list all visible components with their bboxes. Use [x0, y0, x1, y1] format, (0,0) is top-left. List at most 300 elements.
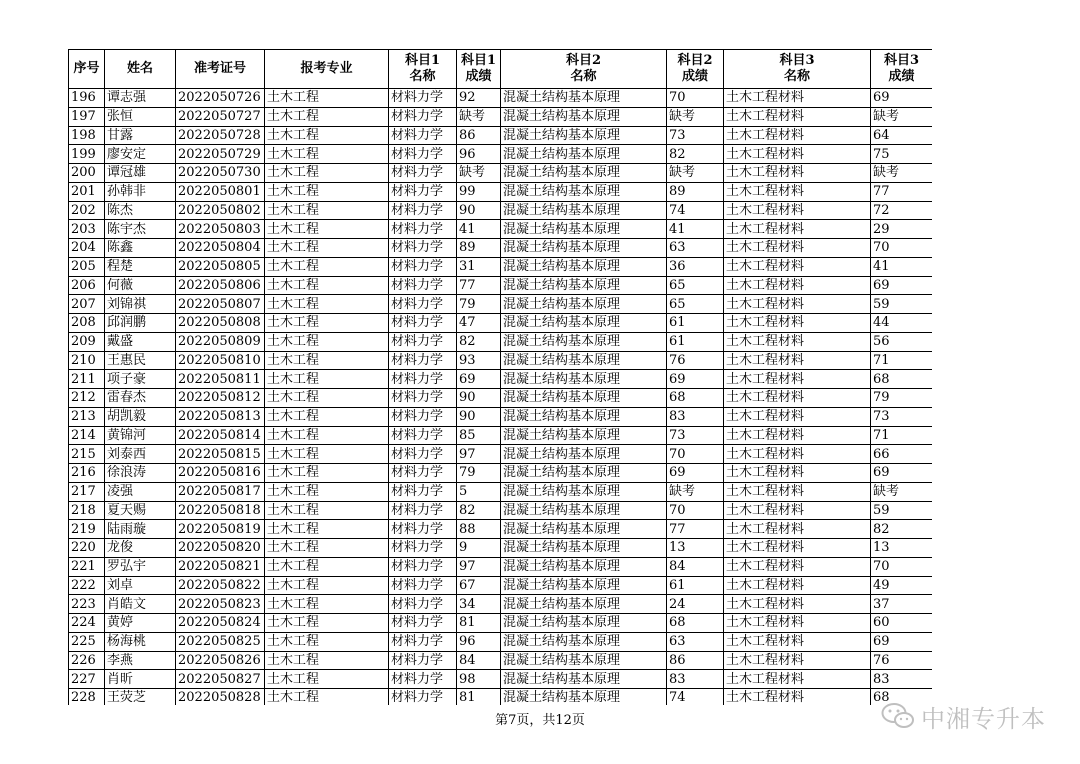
cell-subject3-name: 土木工程材料: [724, 370, 871, 389]
cell-subject1-name: 材料力学: [389, 201, 457, 220]
cell-subject2-score: 89: [667, 182, 724, 201]
cell-subject1-name: 材料力学: [389, 239, 457, 258]
table-row: [69, 576, 933, 595]
cell-major: 土木工程: [265, 164, 389, 183]
cell-subject2-score: 82: [667, 145, 724, 164]
table-row: [69, 595, 933, 614]
cell-subject1-name: 材料力学: [389, 501, 457, 520]
header-text: 姓名: [126, 61, 153, 76]
cell-name: 龙俊: [105, 539, 176, 558]
cell-exam-id: 2022050812: [176, 389, 265, 408]
cell-subject1-score: 86: [457, 126, 501, 145]
cell-subject3-name: 土木工程材料: [724, 595, 871, 614]
header-subject1-name: [389, 50, 457, 89]
cell-exam-id: 2022050821: [176, 557, 265, 576]
cell-subject3-name: 土木工程材料: [724, 520, 871, 539]
cell-subject3-score: 64: [871, 126, 933, 145]
cell-subject1-score: 41: [457, 220, 501, 239]
table-row: [69, 107, 933, 126]
cell-subject1-name: 材料力学: [389, 126, 457, 145]
watermark: [881, 696, 1046, 736]
cell-major: 土木工程: [265, 576, 389, 595]
header-text: 科目2: [565, 53, 602, 68]
cell-subject1-score: 97: [457, 557, 501, 576]
cell-major: 土木工程: [265, 482, 389, 501]
cell-subject3-name: 土木工程材料: [724, 651, 871, 670]
cell-name: 项子豪: [105, 370, 176, 389]
cell-subject3-name: 土木工程材料: [724, 239, 871, 258]
cell-subject1-name: 材料力学: [389, 332, 457, 351]
cell-subject2-name: 混凝土结构基本原理: [501, 107, 667, 126]
cell-subject2-score: 41: [667, 220, 724, 239]
header-text: 名称: [409, 69, 436, 84]
cell-seq: 227: [69, 670, 105, 689]
cell-subject2-name: 混凝土结构基本原理: [501, 201, 667, 220]
cell-name: 戴盛: [105, 332, 176, 351]
cell-major: 土木工程: [265, 539, 389, 558]
cell-subject3-score: 68: [871, 689, 933, 706]
cell-subject3-score: 79: [871, 389, 933, 408]
cell-seq: 202: [69, 201, 105, 220]
cell-subject1-score: 5: [457, 482, 501, 501]
cell-name: 张恒: [105, 107, 176, 126]
cell-seq: 205: [69, 257, 105, 276]
cell-subject3-score: 41: [871, 257, 933, 276]
cell-subject1-name: 材料力学: [389, 614, 457, 633]
cell-seq: 213: [69, 407, 105, 426]
cell-name: 陈杰: [105, 201, 176, 220]
cell-subject3-score: 77: [871, 182, 933, 201]
cell-subject3-score: 13: [871, 539, 933, 558]
cell-subject2-score: 68: [667, 614, 724, 633]
cell-subject3-score: 75: [871, 145, 933, 164]
cell-subject1-name: 材料力学: [389, 107, 457, 126]
cell-subject2-score: 73: [667, 426, 724, 445]
header-text: 名称: [570, 69, 597, 84]
cell-subject2-name: 混凝土结构基本原理: [501, 445, 667, 464]
cell-exam-id: 2022050728: [176, 126, 265, 145]
cell-subject3-score: 49: [871, 576, 933, 595]
cell-subject2-name: 混凝土结构基本原理: [501, 464, 667, 483]
cell-subject1-score: 90: [457, 201, 501, 220]
cell-seq: 199: [69, 145, 105, 164]
cell-subject3-name: 土木工程材料: [724, 201, 871, 220]
cell-subject1-name: 材料力学: [389, 164, 457, 183]
cell-subject3-score: 76: [871, 651, 933, 670]
cell-seq: 220: [69, 539, 105, 558]
cell-name: 陈鑫: [105, 239, 176, 258]
cell-seq: 222: [69, 576, 105, 595]
cell-exam-id: 2022050819: [176, 520, 265, 539]
cell-name: 王荧芝: [105, 689, 176, 706]
cell-subject1-name: 材料力学: [389, 576, 457, 595]
score-table-sheet: [68, 49, 932, 705]
cell-exam-id: 2022050828: [176, 689, 265, 706]
cell-major: 土木工程: [265, 257, 389, 276]
cell-subject2-name: 混凝土结构基本原理: [501, 239, 667, 258]
cell-name: 陆雨璇: [105, 520, 176, 539]
cell-exam-id: 2022050808: [176, 314, 265, 333]
header-subject2-score: [667, 50, 724, 89]
cell-subject3-name: 土木工程材料: [724, 182, 871, 201]
cell-major: 土木工程: [265, 332, 389, 351]
cell-subject3-name: 土木工程材料: [724, 614, 871, 633]
score-table: [68, 49, 932, 705]
cell-seq: 216: [69, 464, 105, 483]
cell-subject2-score: 69: [667, 370, 724, 389]
cell-seq: 224: [69, 614, 105, 633]
cell-subject1-name: 材料力学: [389, 407, 457, 426]
cell-exam-id: 2022050815: [176, 445, 265, 464]
cell-subject2-name: 混凝土结构基本原理: [501, 89, 667, 108]
cell-subject3-name: 土木工程材料: [724, 145, 871, 164]
cell-subject2-score: 70: [667, 445, 724, 464]
table-row: [69, 632, 933, 651]
cell-subject2-score: 63: [667, 239, 724, 258]
cell-subject3-name: 土木工程材料: [724, 557, 871, 576]
cell-major: 土木工程: [265, 314, 389, 333]
table-row: [69, 239, 933, 258]
header-text: 科目3: [779, 53, 815, 68]
cell-subject2-score: 65: [667, 276, 724, 295]
cell-subject1-score: 77: [457, 276, 501, 295]
cell-name: 徐浪涛: [105, 464, 176, 483]
table-row: [69, 482, 933, 501]
table-row: [69, 670, 933, 689]
cell-subject1-name: 材料力学: [389, 689, 457, 706]
cell-subject1-score: 89: [457, 239, 501, 258]
cell-subject1-score: 82: [457, 501, 501, 520]
cell-subject2-name: 混凝土结构基本原理: [501, 276, 667, 295]
cell-subject1-name: 材料力学: [389, 426, 457, 445]
cell-subject1-score: 34: [457, 595, 501, 614]
cell-subject1-name: 材料力学: [389, 595, 457, 614]
table-row: [69, 426, 933, 445]
cell-exam-id: 2022050801: [176, 182, 265, 201]
cell-subject3-name: 土木工程材料: [724, 164, 871, 183]
table-row: [69, 145, 933, 164]
cell-subject1-name: 材料力学: [389, 257, 457, 276]
cell-name: 孙韩非: [105, 182, 176, 201]
cell-subject1-name: 材料力学: [389, 651, 457, 670]
cell-subject3-name: 土木工程材料: [724, 464, 871, 483]
cell-seq: 206: [69, 276, 105, 295]
cell-subject2-score: 86: [667, 651, 724, 670]
cell-subject2-score: 70: [667, 501, 724, 520]
cell-major: 土木工程: [265, 595, 389, 614]
cell-subject2-name: 混凝土结构基本原理: [501, 520, 667, 539]
cell-seq: 221: [69, 557, 105, 576]
cell-subject1-name: 材料力学: [389, 276, 457, 295]
cell-subject3-name: 土木工程材料: [724, 426, 871, 445]
cell-subject3-name: 土木工程材料: [724, 351, 871, 370]
cell-major: 土木工程: [265, 689, 389, 706]
cell-subject2-score: 68: [667, 389, 724, 408]
header-text: 成绩: [888, 69, 915, 84]
cell-subject3-score: 71: [871, 351, 933, 370]
cell-name: 黄锦河: [105, 426, 176, 445]
cell-subject1-name: 材料力学: [389, 89, 457, 108]
cell-subject3-score: 44: [871, 314, 933, 333]
cell-seq: 228: [69, 689, 105, 706]
cell-subject1-score: 92: [457, 89, 501, 108]
cell-seq: 209: [69, 332, 105, 351]
table-row: [69, 276, 933, 295]
cell-major: 土木工程: [265, 351, 389, 370]
table-row: [69, 445, 933, 464]
cell-name: 谭志强: [105, 89, 176, 108]
cell-major: 土木工程: [265, 501, 389, 520]
table-row: [69, 257, 933, 276]
cell-major: 土木工程: [265, 614, 389, 633]
cell-subject3-name: 土木工程材料: [724, 632, 871, 651]
cell-major: 土木工程: [265, 201, 389, 220]
cell-subject2-name: 混凝土结构基本原理: [501, 539, 667, 558]
cell-seq: 196: [69, 89, 105, 108]
cell-subject2-name: 混凝土结构基本原理: [501, 482, 667, 501]
cell-subject1-score: 97: [457, 445, 501, 464]
table-row: [69, 351, 933, 370]
table-header-row: [69, 50, 933, 89]
header-seq: [69, 50, 105, 89]
cell-subject1-score: 缺考: [457, 164, 501, 183]
cell-name: 刘卓: [105, 576, 176, 595]
header-text: 序号: [73, 61, 100, 76]
cell-exam-id: 2022050822: [176, 576, 265, 595]
header-text: 科目2: [677, 53, 713, 68]
cell-name: 王惠民: [105, 351, 176, 370]
cell-exam-id: 2022050824: [176, 614, 265, 633]
cell-subject2-score: 83: [667, 670, 724, 689]
cell-subject2-name: 混凝土结构基本原理: [501, 145, 667, 164]
cell-major: 土木工程: [265, 276, 389, 295]
cell-subject2-score: 36: [667, 257, 724, 276]
cell-subject2-score: 74: [667, 201, 724, 220]
cell-subject2-name: 混凝土结构基本原理: [501, 257, 667, 276]
cell-seq: 200: [69, 164, 105, 183]
cell-exam-id: 2022050823: [176, 595, 265, 614]
table-row: [69, 126, 933, 145]
cell-name: 雷春杰: [105, 389, 176, 408]
cell-subject1-score: 99: [457, 182, 501, 201]
cell-exam-id: 2022050818: [176, 501, 265, 520]
cell-subject3-name: 土木工程材料: [724, 389, 871, 408]
cell-subject3-score: 69: [871, 276, 933, 295]
cell-subject2-name: 混凝土结构基本原理: [501, 370, 667, 389]
cell-subject2-score: 76: [667, 351, 724, 370]
cell-subject2-score: 61: [667, 332, 724, 351]
header-text: 准考证号: [193, 61, 246, 76]
cell-subject1-score: 90: [457, 389, 501, 408]
header-major: [265, 50, 389, 89]
cell-subject3-name: 土木工程材料: [724, 276, 871, 295]
cell-exam-id: 2022050817: [176, 482, 265, 501]
cell-subject3-score: 缺考: [871, 164, 933, 183]
cell-subject3-name: 土木工程材料: [724, 257, 871, 276]
cell-exam-id: 2022050729: [176, 145, 265, 164]
header-text: 成绩: [465, 69, 492, 84]
cell-name: 杨海桃: [105, 632, 176, 651]
cell-subject2-score: 74: [667, 689, 724, 706]
header-exam-id: [176, 50, 265, 89]
cell-exam-id: 2022050826: [176, 651, 265, 670]
cell-exam-id: 2022050807: [176, 295, 265, 314]
table-row: [69, 295, 933, 314]
table-row: [69, 220, 933, 239]
cell-subject3-score: 59: [871, 501, 933, 520]
cell-subject1-name: 材料力学: [389, 314, 457, 333]
table-row: [69, 389, 933, 408]
header-text: 成绩: [681, 69, 708, 84]
table-row: [69, 201, 933, 220]
cell-subject2-score: 61: [667, 576, 724, 595]
cell-exam-id: 2022050810: [176, 351, 265, 370]
cell-subject2-name: 混凝土结构基本原理: [501, 576, 667, 595]
header-text: 报考专业: [300, 61, 353, 76]
cell-name: 李燕: [105, 651, 176, 670]
cell-seq: 198: [69, 126, 105, 145]
cell-subject2-name: 混凝土结构基本原理: [501, 689, 667, 706]
cell-subject3-name: 土木工程材料: [724, 445, 871, 464]
cell-major: 土木工程: [265, 464, 389, 483]
cell-subject3-score: 60: [871, 614, 933, 633]
cell-exam-id: 2022050825: [176, 632, 265, 651]
table-row: [69, 314, 933, 333]
cell-seq: 204: [69, 239, 105, 258]
cell-name: 凌强: [105, 482, 176, 501]
cell-seq: 218: [69, 501, 105, 520]
cell-seq: 212: [69, 389, 105, 408]
header-text: 名称: [783, 69, 810, 84]
cell-subject1-name: 材料力学: [389, 220, 457, 239]
cell-subject2-name: 混凝土结构基本原理: [501, 332, 667, 351]
table-row: [69, 407, 933, 426]
table-row: [69, 89, 933, 108]
cell-subject3-score: 68: [871, 370, 933, 389]
cell-subject1-score: 81: [457, 689, 501, 706]
cell-subject2-score: 83: [667, 407, 724, 426]
cell-subject1-name: 材料力学: [389, 520, 457, 539]
cell-subject2-score: 缺考: [667, 164, 724, 183]
cell-subject3-name: 土木工程材料: [724, 407, 871, 426]
cell-subject2-name: 混凝土结构基本原理: [501, 614, 667, 633]
cell-subject2-name: 混凝土结构基本原理: [501, 426, 667, 445]
cell-subject1-name: 材料力学: [389, 464, 457, 483]
table-row: [69, 370, 933, 389]
cell-exam-id: 2022050811: [176, 370, 265, 389]
cell-subject2-score: 24: [667, 595, 724, 614]
cell-subject3-name: 土木工程材料: [724, 107, 871, 126]
wechat-logo-icon: [881, 702, 915, 730]
cell-name: 肖皓文: [105, 595, 176, 614]
cell-name: 黄婷: [105, 614, 176, 633]
cell-major: 土木工程: [265, 557, 389, 576]
cell-major: 土木工程: [265, 520, 389, 539]
cell-name: 肖昕: [105, 670, 176, 689]
cell-subject3-name: 土木工程材料: [724, 314, 871, 333]
cell-subject2-name: 混凝土结构基本原理: [501, 182, 667, 201]
table-row: [69, 520, 933, 539]
table-row: [69, 332, 933, 351]
cell-name: 刘锦祺: [105, 295, 176, 314]
cell-subject1-name: 材料力学: [389, 632, 457, 651]
cell-name: 陈宇杰: [105, 220, 176, 239]
cell-subject3-name: 土木工程材料: [724, 576, 871, 595]
cell-name: 廖安定: [105, 145, 176, 164]
cell-subject3-name: 土木工程材料: [724, 482, 871, 501]
cell-major: 土木工程: [265, 651, 389, 670]
header-subject1-score: [457, 50, 501, 89]
cell-major: 土木工程: [265, 670, 389, 689]
cell-major: 土木工程: [265, 239, 389, 258]
table-row: [69, 501, 933, 520]
cell-subject3-name: 土木工程材料: [724, 501, 871, 520]
cell-subject3-score: 29: [871, 220, 933, 239]
header-subject2-name: [501, 50, 667, 89]
cell-subject3-score: 66: [871, 445, 933, 464]
cell-subject2-score: 65: [667, 295, 724, 314]
cell-name: 胡凯毅: [105, 407, 176, 426]
table-row: [69, 557, 933, 576]
cell-name: 刘泰西: [105, 445, 176, 464]
cell-subject2-name: 混凝土结构基本原理: [501, 595, 667, 614]
cell-major: 土木工程: [265, 389, 389, 408]
cell-subject3-name: 土木工程材料: [724, 295, 871, 314]
cell-subject2-name: 混凝土结构基本原理: [501, 389, 667, 408]
cell-exam-id: 2022050813: [176, 407, 265, 426]
cell-subject1-score: 98: [457, 670, 501, 689]
table-row: [69, 182, 933, 201]
cell-name: 程楚: [105, 257, 176, 276]
cell-subject2-score: 69: [667, 464, 724, 483]
cell-exam-id: 2022050827: [176, 670, 265, 689]
cell-subject1-name: 材料力学: [389, 389, 457, 408]
cell-subject2-name: 混凝土结构基本原理: [501, 670, 667, 689]
header-name: [105, 50, 176, 89]
cell-subject1-name: 材料力学: [389, 295, 457, 314]
cell-subject3-score: 70: [871, 557, 933, 576]
header-text: 科目3: [883, 53, 920, 68]
cell-subject3-score: 73: [871, 407, 933, 426]
cell-name: 何薇: [105, 276, 176, 295]
cell-subject1-score: 81: [457, 614, 501, 633]
cell-major: 土木工程: [265, 370, 389, 389]
cell-name: 邱润鹏: [105, 314, 176, 333]
cell-major: 土木工程: [265, 426, 389, 445]
cell-subject1-score: 93: [457, 351, 501, 370]
cell-exam-id: 2022050809: [176, 332, 265, 351]
table-row: [69, 164, 933, 183]
cell-exam-id: 2022050805: [176, 257, 265, 276]
table-row: [69, 651, 933, 670]
cell-seq: 215: [69, 445, 105, 464]
cell-exam-id: 2022050803: [176, 220, 265, 239]
cell-major: 土木工程: [265, 632, 389, 651]
cell-major: 土木工程: [265, 89, 389, 108]
cell-subject1-name: 材料力学: [389, 351, 457, 370]
cell-subject2-name: 混凝土结构基本原理: [501, 164, 667, 183]
cell-subject1-score: 79: [457, 295, 501, 314]
cell-subject2-name: 混凝土结构基本原理: [501, 126, 667, 145]
cell-subject2-name: 混凝土结构基本原理: [501, 632, 667, 651]
cell-subject1-score: 90: [457, 407, 501, 426]
cell-subject1-score: 79: [457, 464, 501, 483]
cell-subject3-score: 69: [871, 89, 933, 108]
cell-exam-id: 2022050727: [176, 107, 265, 126]
cell-seq: 225: [69, 632, 105, 651]
cell-subject2-score: 61: [667, 314, 724, 333]
cell-subject1-name: 材料力学: [389, 670, 457, 689]
